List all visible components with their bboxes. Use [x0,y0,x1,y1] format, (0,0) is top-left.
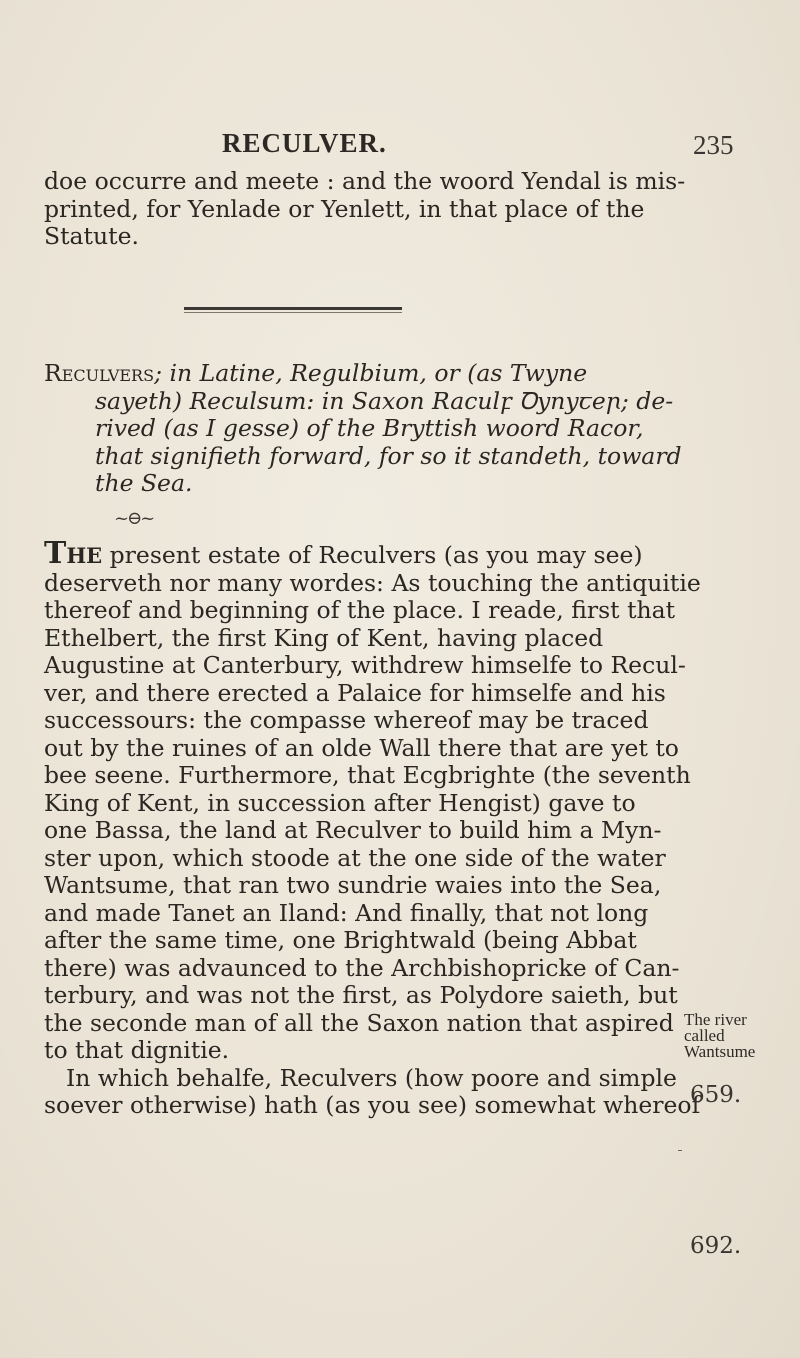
text-line: In which behalfe, Reculvers (how poore and simple [66,1063,677,1092]
margin-note-river [684,1012,755,1060]
text-line: after the same time, one Brightwald (being Abbat [44,926,637,954]
text-line: printed, for Yenlade or Yenlett, in that place of the [44,194,645,223]
dropcap-word: The [44,536,103,571]
running-head: RECULVER. [222,128,387,158]
text-line: to that dignitie. [44,1036,230,1064]
text-line: ver, and there erected a Palaice for himselfe and his [44,678,666,707]
text-line: Augustine at Canterbury, withdrew himselfe to Recul- [44,651,686,679]
text-line: ster upon, which stoode at the one side of the water [44,843,666,872]
main-paragraph [44,536,701,1120]
entry-first-line [44,360,674,388]
margin-note-line: called [684,1026,725,1045]
text-line: deserveth nor many wordes: As touching the antiquitie [44,568,701,597]
text-line: one Bassa, the land at Reculver to build him a Myn- [44,816,662,844]
text-line: doe occurre and meete : and the woord Yendal is mis- [44,167,686,195]
section-rule [184,307,402,310]
text-line: bee seene. Furthermore, that Ecgbrighte (the seventh [44,761,691,789]
page-number: 235 [693,130,734,160]
text-line: King of Kent, in succession after Hengist) gave to [44,788,636,817]
text-line: successours: the compasse whereof may be traced [44,706,649,734]
margin-year: 659. [690,1082,742,1108]
section-rule-thin [184,312,402,313]
text-line: Wantsume, that ran two sundrie waies into the Sea, [44,871,662,899]
text-line: terbury, and was not the first, as Polydore saieth, but [44,981,678,1009]
margin-note-line: Wantsume [684,1042,756,1061]
margin-note-line: The river [684,1010,747,1029]
text-line: the Sea. [95,469,193,497]
text-line: soever otherwise) hath (as you see) somewhat whereof [44,1091,701,1119]
text-line: thereof and beginning of the place. I reade, first that [44,596,676,624]
text-line: there) was advaunced to the Archbishopricke of Can- [44,953,680,982]
text-line: that signifieth forward, for so it standeth, toward [95,441,682,470]
entry-headword: Reculvers [44,359,155,387]
text-line: out by the ruines of an olde Wall there that are yet to [44,733,679,762]
text-line: rived (as I gesse) of the Bryttish woord Racor, [95,414,644,442]
main-first-line [44,536,674,571]
text-line: Ethelbert, the first King of Kent, having placed [44,623,604,652]
entry-first-line-rest: ; in Latine, Regulbium, or (as Twyne [154,359,588,387]
text-line: and made Tanet an Iland: And finally, that not long [44,898,649,927]
margin-tick [678,1150,682,1151]
text-line: sayeth) Reculsum: in Saxon Raculꝼ Ꝺynyꞇeꞃ; de- [95,386,674,415]
place-name-entry [44,359,682,498]
text-line: Statute. [44,222,139,251]
margin-year: 692. [690,1233,742,1259]
text-line: the seconde man of all the Saxon nation that aspired [44,1008,674,1037]
main-first-line-rest: present estate of Reculvers (as you may see) [102,541,643,569]
lead-paragraph [44,167,686,251]
ornament-divider: ~⊖~ [114,508,154,529]
